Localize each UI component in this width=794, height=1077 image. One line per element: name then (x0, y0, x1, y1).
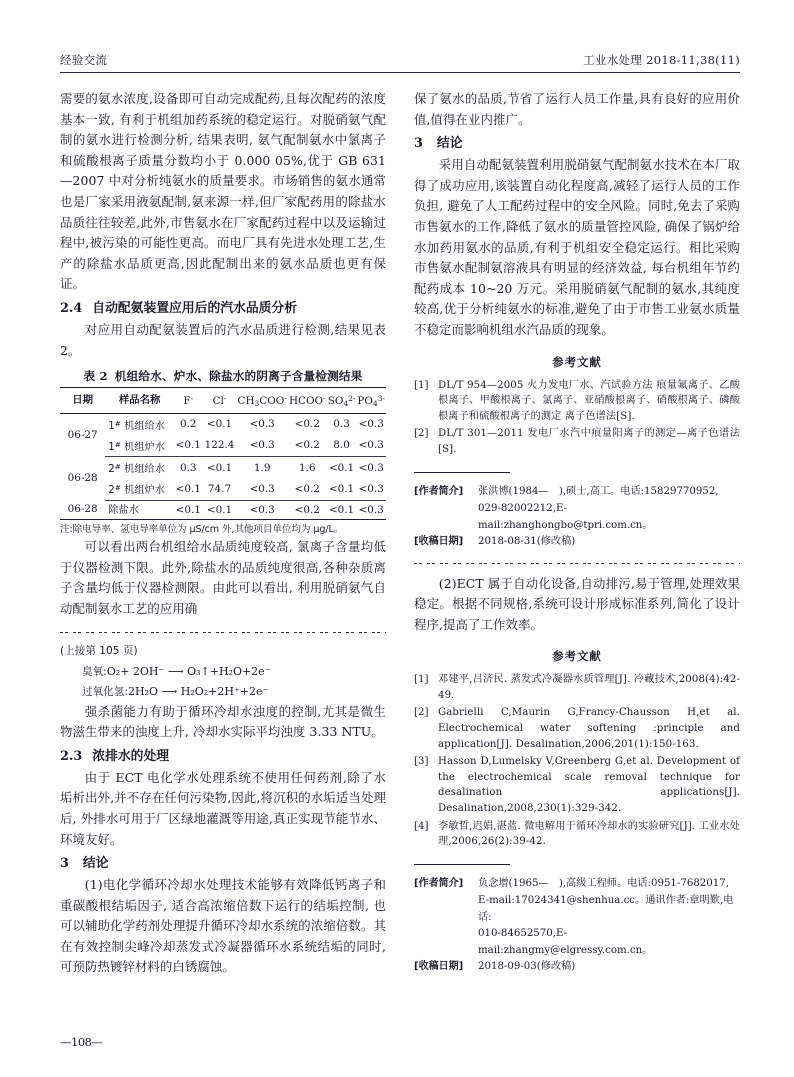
table-cell-value: 0.3 (179, 461, 197, 474)
section-title: 浓排水的处理 (92, 748, 170, 764)
references-heading-1: 参考文献 (552, 354, 602, 369)
table-cell-value: <0.3 (237, 435, 288, 457)
table-cell-value: 122.4 (202, 435, 236, 457)
page-number: —108— (60, 1035, 103, 1049)
left-paragraph-6: (1)电化学循环冷却水处理技术能够有效降低钙离子和重碳酸根结垢因子, 适合高浓缩倍数下运行的结垢控制, 也可以辅助化学药剂处理提升循环冷却水系统的浓缩倍数。其在有效控制尖峰冷却蒸发式冷凝器循环水系统结垢的同时, 可预防热镀锌材料的白锈腐蚀。 (60, 877, 386, 975)
col-header-phosphate: $PO_4^{3-}$ (356, 388, 386, 414)
table-cell-value: 0.2 (179, 418, 197, 431)
table-cell-value: 1.9 (253, 461, 271, 474)
table-cell-date: 06-28 (67, 472, 98, 485)
reference-text: 李敏哲,迟娟,湛蓝. 微电解用于循环冷却水的实验研究[J]. 工业水处理,2006,26(2):39-42. (438, 820, 740, 848)
col-header-sulfate: $SO_4^{2-}$ (327, 388, 357, 414)
left-paragraph-5: 由于 ECT 电化学水处理系统不使用任何药剂,除了水垢析出外,并不存在任何污染物,因此,将沉积的水垢适当处理后, 外排水可用于厂区绿地灌溉等用途,真正实现节能节水、环境友好。 (60, 769, 386, 847)
reference-item (414, 819, 740, 850)
left-paragraph-3: 可以看出两台机组给水品质纯度较高, 氯离子含量均低于仪器检测下限。此外,除盐水的品质纯度很高,各种杂质离子含量均低于仪器检测限。由此可以看出, 利用脱硝氨气自动配制氨水工艺的应用确 (60, 539, 386, 616)
table-cell-value: <0.2 (288, 500, 327, 519)
equation-ozone-label: 臭氧: (82, 665, 107, 678)
equation-ozone-body: O₂+ 2OH⁻ ⟶ O₃↑+H₂O+2e⁻ (106, 664, 271, 678)
author-bio-value: 负念增(1965— ),高级工程师。电话:0951-7682017, (478, 877, 729, 889)
section-heading-3-left (60, 853, 386, 874)
reference-text: Gabrielli C,Maurin G,Francy-Chausson H,et al. Electrochemical water softening :principle and application[J]. Desalination,2006,201(1):150-163. (438, 707, 740, 750)
table-cell-value: 0.3 (333, 418, 350, 431)
table-cell-sample-name: 2# 机组炉水 (105, 479, 174, 501)
col-header-acetate: $CH_3COO^-$ (237, 388, 288, 414)
reference-number: [2] (414, 707, 429, 719)
equation-ozone (82, 662, 386, 682)
col-header-chloride: Cl- (202, 388, 236, 414)
table-cell-value: <0.3 (237, 500, 288, 519)
right-paragraph-2: 采用自动配氨装置利用脱硝氨气配制氨水技术在本厂取得了成功应用,该装置自动化程度高,减轻了运行人员的工作负担, 避免了人工配药过程中的安全风险。同时,免去了采购市售氨水的工作,降低了氨水的质量管控风险, 确保了锅炉给水加药用氨水的品质,有利于机组安全稳定运行。相比采购市售氨水配制氨溶液具有明显的经济效益, 每台机组年节约配药成本 10~20 万元。采用脱硝氨气配制的氨水,其纯度较高,优于分析纯氨水的标准,避免了由于市售工业氨水质量不稳定而影响机组水汽品质的现象。 (414, 157, 740, 337)
table-caption (60, 368, 386, 384)
table-caption-text: 机组给水、炉水、除盐水的阴离子含量检测结果 (114, 369, 363, 384)
received-date-row-2 (414, 959, 740, 976)
section-number: 3 (60, 856, 69, 872)
table-cell-value: <0.1 (206, 461, 233, 474)
col-header-fluoride: F- (174, 388, 202, 414)
reference-number: [1] (414, 674, 429, 686)
table-header-row (60, 388, 386, 414)
running-head (60, 52, 740, 72)
table-cell-value: <0.1 (327, 500, 357, 519)
reference-text: Hasson D,Lumelsky V,Greenberg G,et al. Development of the electrochemical scale removal technique for desalination applications[J]. Desalination,2008,230(1):329-342. (438, 756, 740, 815)
right-paragraph-1: 保了氨水的品质,节省了运行人员工作量,具有良好的应用价值,值得在业内推广。 (414, 91, 740, 127)
table-cell-value: <0.2 (294, 418, 320, 431)
section-number: 2.4 (60, 300, 83, 316)
author-bio-value: 张洪博(1984— ),硕士,高工。电话:15829770952, (478, 485, 719, 497)
col-header-formate: HCOO- (288, 388, 327, 414)
section-heading-2-4 (60, 298, 386, 319)
table-cell-value: <0.3 (356, 479, 386, 501)
article-separator-wavy-right (414, 559, 740, 568)
author-bio-row-1 (414, 484, 740, 501)
article-separator-wavy (60, 628, 386, 637)
section-number: 2.3 (60, 748, 83, 764)
header-divider (60, 72, 740, 73)
table-cell-value: <0.1 (174, 435, 202, 457)
references-list-1 (414, 378, 740, 458)
section-title: 自动配氨装置应用后的汽水品质分析 (92, 300, 298, 316)
table-cell-sample-name: 除盐水 (105, 500, 174, 519)
table-cell-sample-name: 1# 机组给水 (108, 418, 165, 432)
reference-item (414, 672, 740, 703)
table-cell-value: <0.3 (237, 479, 288, 501)
reference-item (414, 754, 740, 816)
received-date-label: [收稿日期] (414, 961, 464, 973)
table-cell-sample-name: 1# 机组炉水 (105, 435, 174, 457)
reference-text: 邓建平,吕济民. 蒸发式冷凝器水质管理[J]. 冷藏技术,2008(4):42-49. (438, 674, 740, 701)
received-date-value: 2018-08-31(修改稿) (478, 536, 576, 547)
table-cell-value: <0.1 (174, 500, 202, 519)
table-cell-value: <0.1 (328, 461, 355, 474)
continuation-note: (上接第 105 页) (60, 644, 138, 657)
anion-content-table (60, 387, 386, 520)
table-row (60, 435, 386, 457)
author-bio-contact-1: 029-82002212,E-mail:zhanghongbo@tpri.com.cn。 (478, 503, 653, 531)
left-paragraph-1: 需要的氨水浓度,设备即可自动完成配药,且每次配药的浓度基本一致, 有利于机组加药系统的稳定运行。对脱硝氨气配制的氨水进行检测分析, 结果表明, 氨气配制氨水中氯离子和硫酸根离子质量分数均小于 0.000 05%,优于 GB 631—2007 中对分析纯氨水的质量要求。市场销售的氨水通常也是厂家采用液氨配制,氨来源一样,但厂家配药用的除盐水品质往往较差,此外,市售氨水在厂家配药过程中以及运输过程中,被污染的可能性更高。而电厂具有先进水处理工艺,生产的除盐水品质更高,因此配制出来的氨水品质也更有保证。 (60, 91, 386, 292)
reference-item (414, 705, 740, 752)
reference-text: DL/T 954—2005 火力发电厂水、汽试验方法 痕量氟离子、乙酸根离子、甲酸根离子、氯离子、亚硝酸根离子、硝酸根离子、磷酸根离子和硫酸根离子的测定 离子色谱法[S]. (438, 379, 740, 422)
table-cell-date: 06-28 (60, 500, 105, 519)
references-list-2 (414, 672, 740, 850)
left-column (60, 89, 386, 978)
table-row (60, 500, 386, 519)
table-cell-date: 06-27 (67, 428, 98, 441)
table-note: 注:除电导率、氢电导率单位为 μS/cm 外,其他项目单位均为 μg/L。 (60, 524, 344, 536)
right-paragraph-3: (2)ECT 属于自动化设备,自动排污,易于管理,处理效果稳定。根据不同规格,系统可设计形成标准系列,简化了设计程序,提高了工作效率。 (414, 575, 740, 632)
reference-number: [1] (414, 379, 429, 391)
table-cell-value: <0.1 (202, 500, 236, 519)
section-heading-3-right (414, 133, 740, 154)
table-cell-value: <0.1 (174, 479, 202, 501)
reference-item (414, 426, 740, 457)
table-row (60, 457, 386, 479)
author-bio-contact-2b: 010-84652570,E-mail:zhangmy@elgressy.com.cn。 (478, 928, 653, 956)
table-cell-value: 74.7 (202, 479, 236, 501)
table-cell-value: <0.2 (288, 479, 327, 501)
table-cell-value: <0.3 (356, 435, 386, 457)
col-header-date: 日期 (60, 388, 105, 414)
received-date-row-1 (414, 534, 740, 551)
table-row (60, 413, 386, 435)
left-paragraph-2: 对应用自动配氨装置后的汽水品质进行检测,结果见表 2。 (60, 321, 386, 358)
col-header-sample: 样品名称 (105, 388, 174, 414)
table-cell-value: <0.3 (358, 461, 384, 474)
author-bio-label: [作者简介] (414, 485, 464, 497)
table-cell-value: <0.1 (327, 479, 357, 501)
table-cell-value: <0.3 (358, 418, 384, 431)
section-title: 结论 (82, 856, 109, 872)
equation-hydrogen-peroxide-label: 过氧化氢: (82, 685, 128, 698)
footnote-rule-1 (414, 472, 510, 473)
reference-item (414, 378, 740, 425)
table-cell-value: <0.3 (356, 500, 386, 519)
table-row (60, 479, 386, 501)
reference-number: [3] (414, 756, 429, 768)
table-cell-value: <0.1 (206, 418, 233, 431)
table-body (60, 413, 386, 519)
references-heading-2: 参考文献 (552, 649, 602, 664)
running-head-journal: 工业水处理 2018-11,38(11) (583, 53, 740, 67)
reference-text: DL/T 301—2011 发电厂水汽中痕量阳离子的测定—离子色谱法[S]. (438, 428, 740, 455)
table-cell-sample-name: 2# 机组给水 (108, 462, 165, 476)
table-head (60, 388, 386, 414)
two-column-layout (60, 89, 740, 978)
table-cell-value: 1.6 (299, 461, 316, 474)
page-content (60, 52, 740, 978)
right-column (414, 89, 740, 977)
footnote-rule-2 (414, 864, 510, 865)
section-heading-2-3 (60, 746, 386, 767)
author-bio-contact-2a: E-mail:17024341@shenhua.cc。通讯作者:章明歎,电话: (478, 895, 734, 923)
reference-number: [4] (414, 820, 429, 832)
section-number: 3 (414, 136, 423, 152)
table-cell-value: 8.0 (327, 435, 357, 457)
received-date-label: [收稿日期] (414, 536, 464, 547)
table-cell-value: <0.3 (249, 418, 275, 431)
received-date-value: 2018-09-03(修改稿) (478, 961, 576, 973)
table-cell-value: <0.2 (288, 435, 327, 457)
equation-hydrogen-peroxide-body: 2H₂O ⟶ H₂O₂+2H⁺+2e⁻ (127, 684, 269, 698)
equation-hydrogen-peroxide (82, 682, 386, 702)
author-bio-label: [作者简介] (414, 877, 464, 889)
running-head-section: 经验交流 (60, 53, 108, 67)
section-title: 结论 (436, 136, 463, 152)
table-caption-number: 表 2 (83, 369, 108, 384)
author-bio-row-2 (414, 876, 740, 893)
left-paragraph-4: 强杀菌能力有助于循环冷却水浊度的控制,尤其是微生物滋生带来的浊度上升, 冷却水实际平均浊度 3.33 NTU。 (60, 703, 386, 740)
reference-number: [2] (414, 428, 429, 440)
